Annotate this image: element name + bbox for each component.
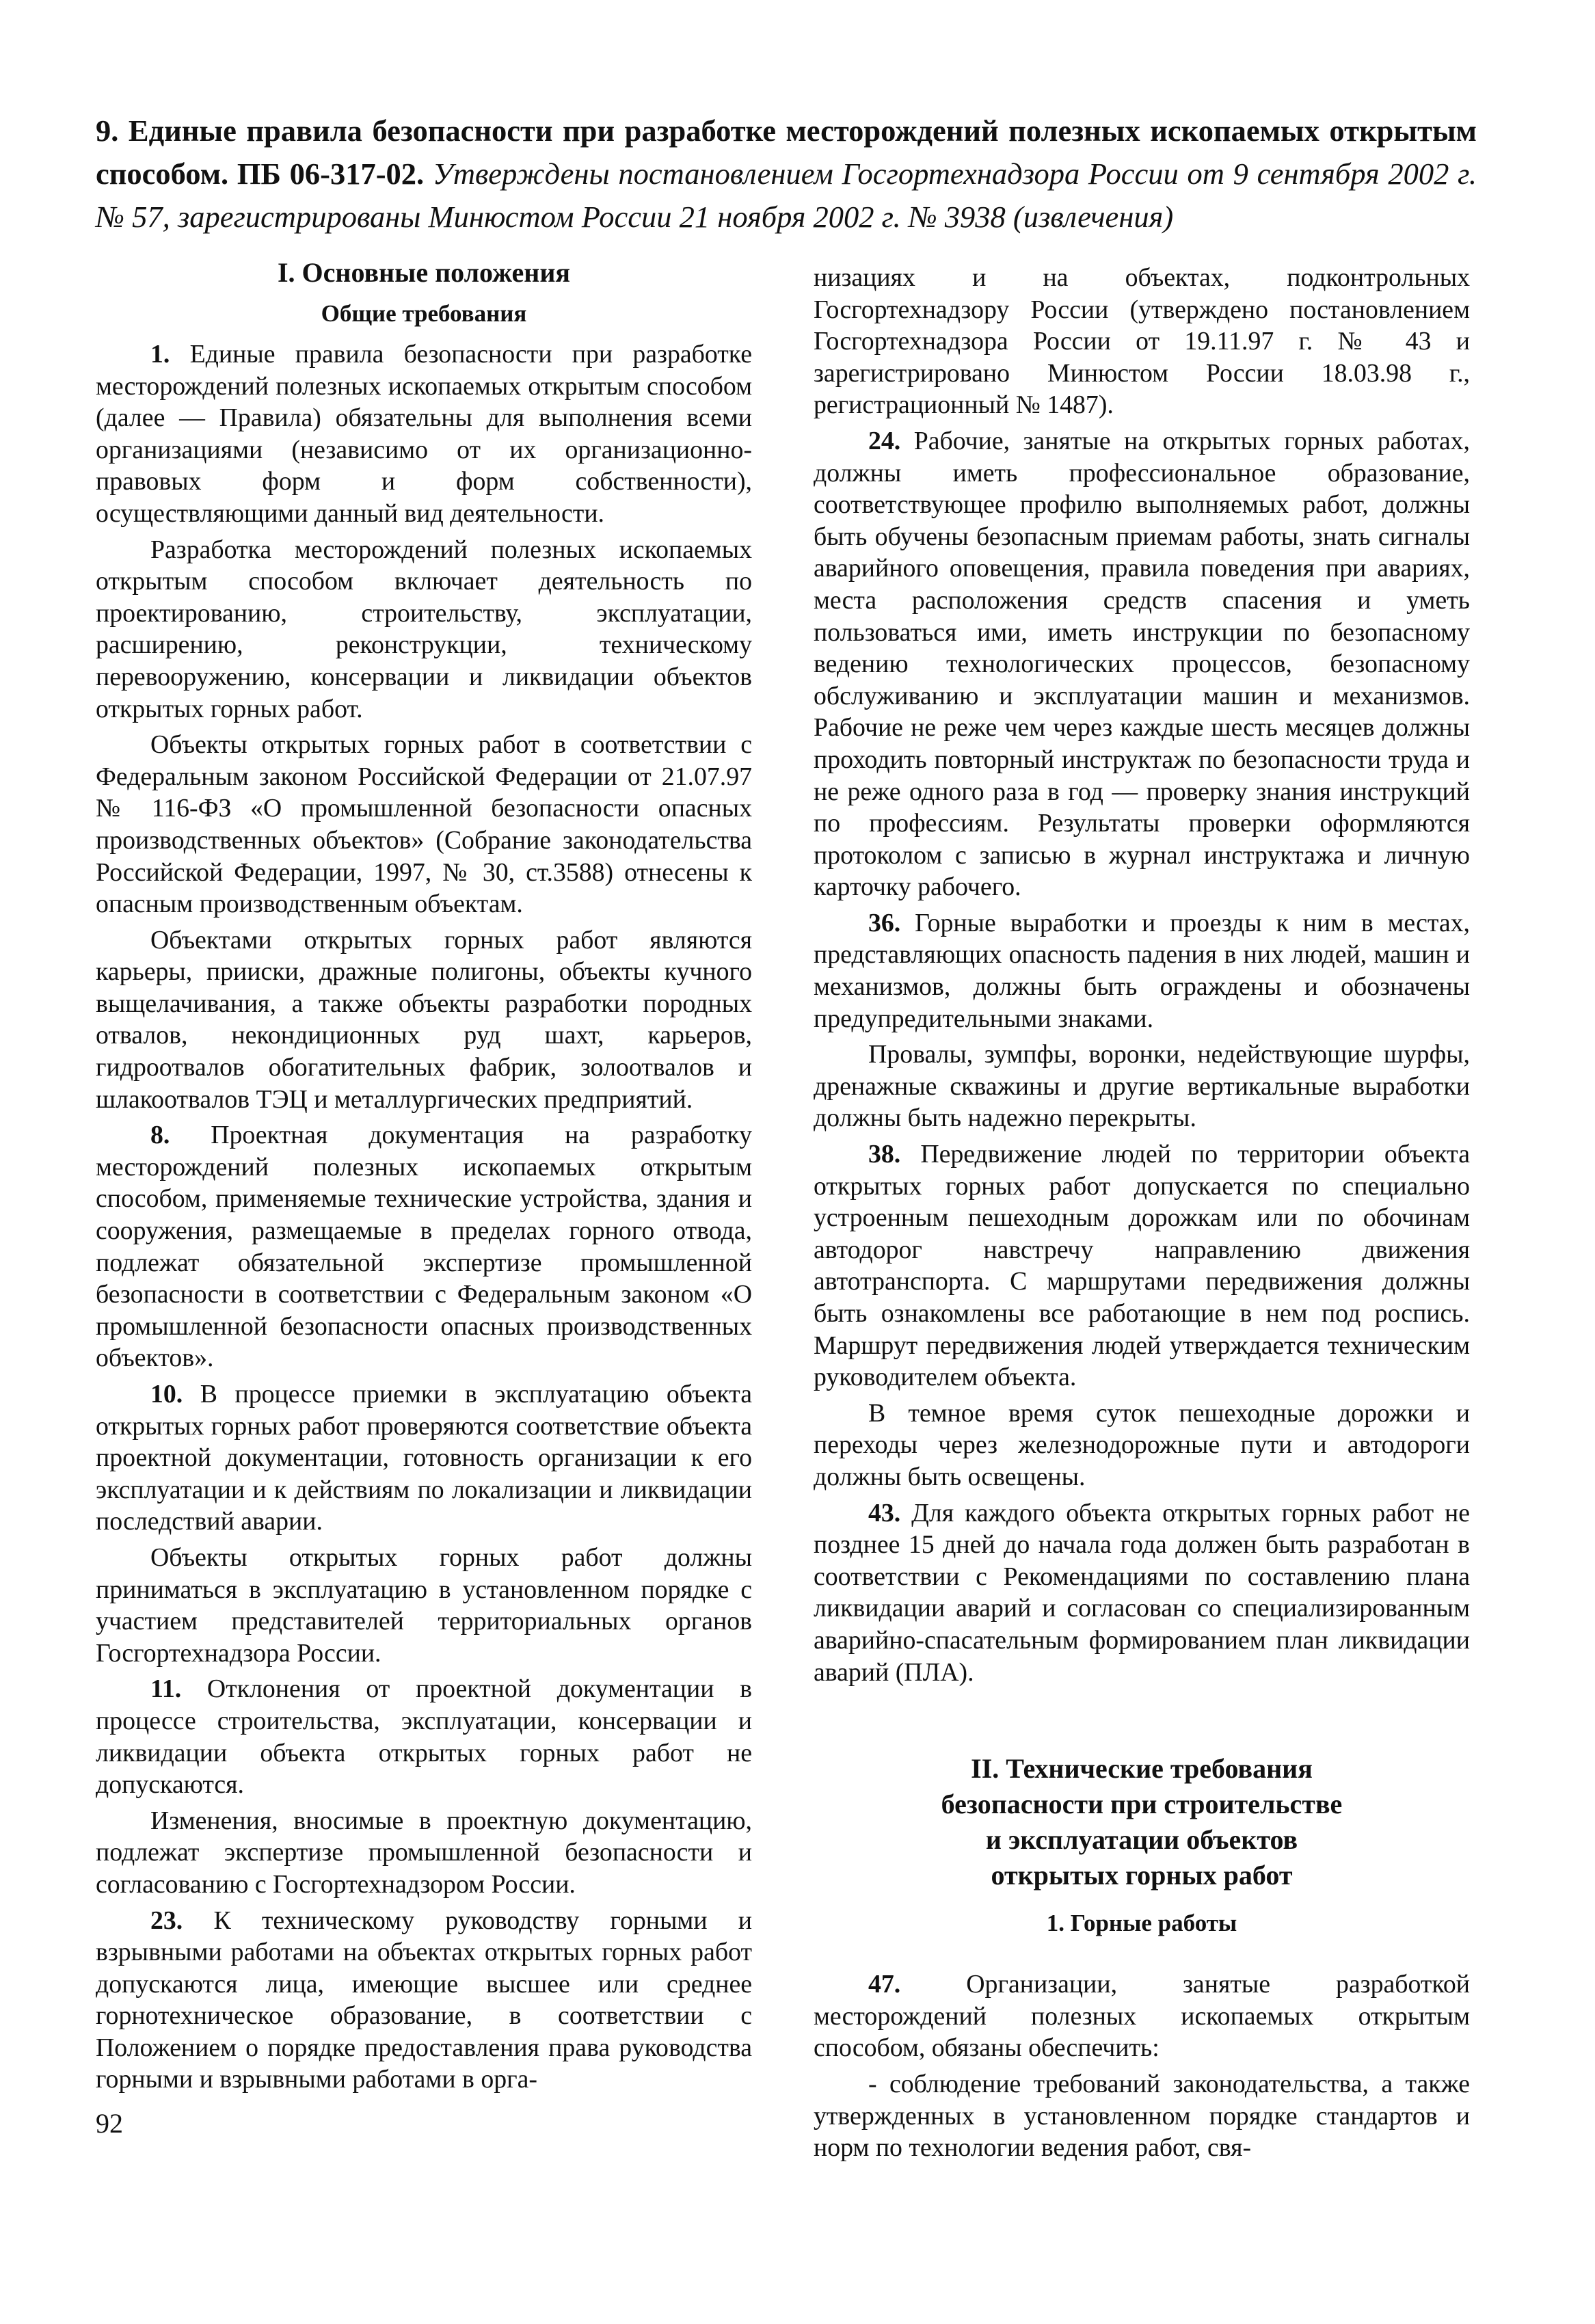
paragraph-number: 23.	[150, 1906, 183, 1935]
paragraph-text: Провалы, зумпфы, воронки, недействующие шурфы, дренажные скважины и другие вертикальные выработки должны быть надежно перекрыты.	[814, 1040, 1470, 1133]
section-2-title-line: и эксплуатации объектов	[985, 1824, 1298, 1856]
paragraph-text: Горные выработки и проезды к ним в местах, представляющих опасность падения в них людей, машин и механизмов, должны быть ограждены и обозначены предупредительными знаками.	[814, 908, 1470, 1033]
paragraph-text: Организации, занятые разработкой месторождений полезных ископаемых открытым способом, обязаны обеспечить:	[814, 1970, 1471, 2063]
paragraph-text: Передвижение людей по территории объекта открытых горных работ допускается по специально устроенным пешеходным дорожкам или по обочинам автодорог навстречу направлению движения автотранспорта. С маршрутами передвижения должны быть ознакомлены все работающие в нем под роспись. Маршрут передвижения людей утверждается техническим руководителем объекта.	[814, 1140, 1470, 1392]
paragraph-text: В процессе приемки в эксплуатацию объекта открытых горных работ проверяются соответствие объекта проектной документации, готовность организации к его эксплуатации и к действиям по локализации и ликвидации последствий аварии.	[96, 1380, 753, 1536]
paragraph-number: 10.	[150, 1380, 183, 1408]
paragraph-text: Единые правила безопасности при разработке месторождений полезных ископаемых открытым способом (далее — Правила) обязательны для выполнения всеми организациями (независимо от их организационно-правовых форм и форм собственности), осуществляющими данный вид деятельности.	[96, 340, 752, 528]
paragraph	[96, 338, 752, 530]
section-1-subtitle: Общие требования	[321, 300, 527, 327]
paragraph-number: 47.	[868, 1970, 901, 1999]
paragraph-text: Разработка месторождений полезных ископаемых открытым способом включает деятельность по проектированию, строительству, эксплуатации, расширению, реконструкции, техническому перевооружению, консервации и ликвидации объектов открытых горных работ.	[96, 535, 752, 723]
paragraph	[814, 425, 1470, 903]
paragraph	[814, 1138, 1470, 1393]
paragraph	[96, 1673, 752, 1800]
paragraph	[814, 1497, 1470, 1689]
paragraph-text: - соблюдение требований законодательства, а также утвержденных в установленном порядке стандартов и норм по технологии ведения работ, свя-	[814, 2069, 1470, 2163]
paragraph	[96, 924, 752, 1116]
section-1-title: I. Основные положения	[277, 257, 571, 288]
paragraph-text: Проектная документация на разработку месторождений полезных ископаемых открытым способом, применяемые технические устройства, здания и сооружения, размещаемые в пределах горного отвода, подлежат обязательной экспертизе промышленной безопасности в соответствии с Федеральным законом «О промышленной безопасности опасных производственных объектов».	[96, 1121, 752, 1373]
paragraph-number: 38.	[868, 1140, 901, 1169]
paragraph	[96, 1542, 752, 1669]
paragraph-text: Объекты открытых горных работ в соответствии с Федеральным законом Российской Федерации от 21.07.97 № 116-ФЗ «О промышленной безопасности опасных производственных объектов» (Собрание законодательства Российской Федерации, 1997, № 30, ст.3588) отнесены к опасным производственным объектам.	[96, 730, 752, 919]
paragraph	[96, 534, 752, 725]
section-2-subtitle: 1. Горные работы	[1046, 1910, 1237, 1937]
paragraph-text: Для каждого объекта открытых горных работ не позднее 15 дней до начала года должен быть разработан в соответствии с Рекомендациями по составлению плана ликвидации аварий и согласован со специализированным аварийно-спасательным формированием план ликвидации аварий (ПЛА).	[814, 1498, 1470, 1687]
section-2-title-line: безопасности при строительстве	[941, 1789, 1343, 1820]
document-subtitle: Утверждены постановлением Госгортехнадзора России от 9 сентября 2002 г. № 57, зарегистрированы Минюстом России 21 ноября 2002 г. № 3938 (извлечения)	[96, 157, 1477, 234]
left-column	[96, 256, 752, 2096]
paragraph-number: 8.	[150, 1121, 170, 1150]
paragraph-text: Изменения, вносимые в проектную документацию, подлежат экспертизе промышленной безопасности и согласованию с Госгортехнадзором России.	[96, 1806, 752, 1899]
paragraph	[814, 1968, 1470, 2064]
section-2	[814, 1751, 1470, 2164]
paragraph-text: В темное время суток пешеходные дорожки и переходы через железнодорожные пути и автодороги должны быть освещены.	[814, 1398, 1470, 1491]
paragraph-number: 43.	[868, 1498, 901, 1527]
paragraph	[96, 729, 752, 920]
paragraph-text: Объекты открытых горных работ должны приниматься в эксплуатацию в установленном порядке с участием представителей территориальных органов Госгортехнадзора России.	[96, 1542, 752, 1668]
paragraph	[96, 1805, 752, 1901]
paragraph	[96, 1119, 752, 1374]
paragraph	[814, 262, 1470, 421]
paragraph	[814, 2068, 1470, 2164]
document-header	[96, 109, 1477, 239]
document-title: Единые правила безопасности при разработке месторождений полезных ископаемых открытым способом. ПБ 06-317-02.	[96, 113, 1477, 191]
paragraph-text: Объектами открытых горных работ являются карьеры, прииски, дражные полигоны, объекты кучного выщелачивания, а также объекты разработки породных отвалов, некондиционных руд шахт, карьеров, гидроотвалов обогатительных фабрик, золоотвалов и шлакоотвалов ТЭЦ и металлургических предприятий.	[96, 925, 752, 1114]
right-column	[814, 262, 1470, 2164]
paragraph-number: 36.	[868, 908, 901, 937]
paragraph-number: 24.	[868, 426, 901, 455]
paragraph	[814, 1398, 1470, 1493]
paragraph	[814, 1039, 1470, 1134]
paragraph	[814, 907, 1470, 1034]
section-2-title	[814, 1751, 1470, 1893]
paragraph	[96, 1378, 752, 1538]
section-2-title-line: II. Технические требования	[971, 1753, 1313, 1785]
page-number: 92	[96, 2108, 123, 2139]
paragraph-text: низациях и на объектах, подконтрольных Госгортехнадзору России (утверждено постановлением Госгортехнадзора России от 19.11.97 г. № 43 и зарегистрировано Минюстом России 18.03.98 г., регистрационный № 1487).	[814, 263, 1470, 420]
paragraph-number: 1.	[150, 340, 170, 369]
paragraph-number: 11.	[150, 1674, 182, 1704]
document-number: 9.	[96, 113, 119, 148]
paragraph	[96, 1905, 752, 2096]
paragraph-text: Рабочие, занятые на открытых горных работах, должны иметь профессиональное образование, соответствующее профилю выполняемых работ, должны быть обучены безопасным приемам работы, знать сигналы аварийного оповещения, правила поведения при авариях, места расположения средств спасения и уметь пользоваться ими, иметь инструкции по безопасному ведению технологических процессов, безопасному обслуживанию и эксплуатации машин и механизмов. Рабочие не реже чем через каждые шесть месяцев должны проходить повторный инструктаж по безопасности труда и не реже одного раза в год — проверку знания инструкций по профессиям. Результаты проверки оформляются протоколом с записью в журнал инструктажа и личную карточку рабочего.	[814, 426, 1471, 902]
paragraph-text: К техническому руководству горными и взрывными работами на объектах открытых горных работ допускаются лица, имеющие высшее или среднее горнотехническое образование, в соответствии с Положением о порядке предоставления права руководства горными и взрывными работами в орга-	[96, 1906, 752, 2094]
paragraph-text: Отклонения от проектной документации в процессе строительства, эксплуатации, консервации и ликвидации объекта открытых горных работ не допускаются.	[96, 1674, 752, 1800]
section-2-title-line: открытых горных работ	[991, 1860, 1293, 1891]
